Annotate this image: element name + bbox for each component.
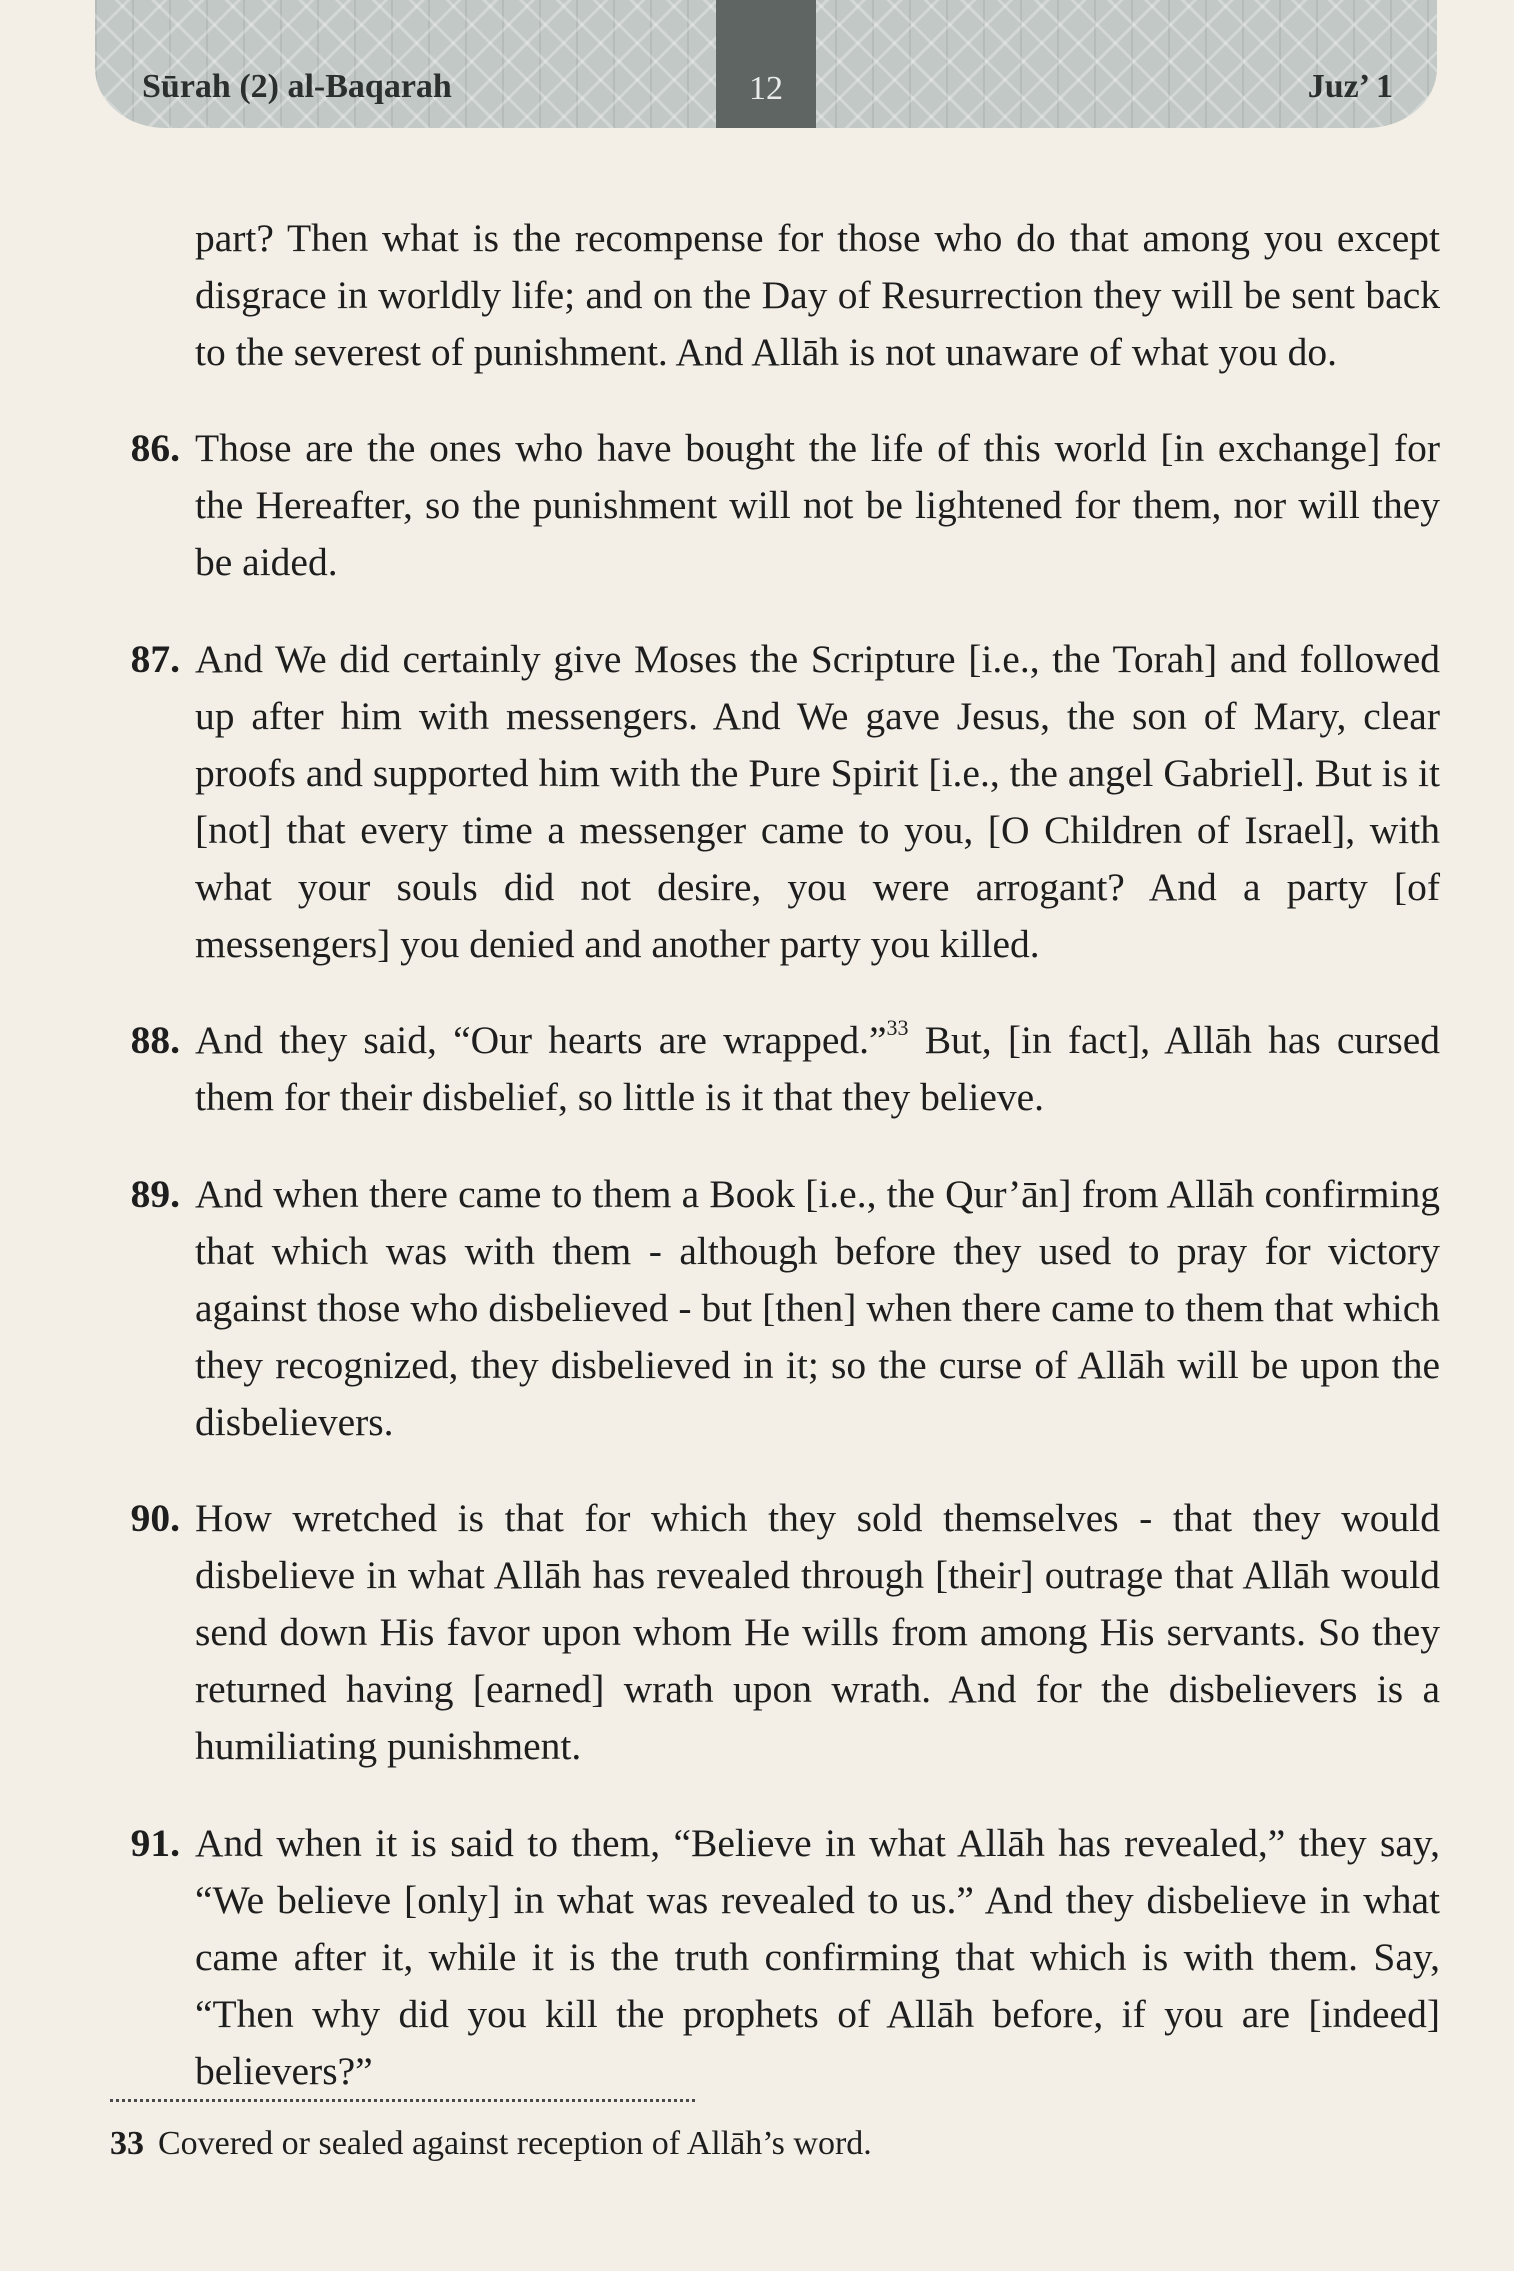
surah-title: Sūrah (2) al-Baqarah [142,68,452,105]
verse-90 [100,1490,1440,1775]
verse-number: 90. [130,1496,180,1540]
verse-body: How wretched is that for which they sold themselves - that they would disbelieve in what Allāh has revealed through [their] outrage that Allāh would send down His favor upon whom He wills from among His servants. So they returned having [earned] wrath upon wrath. And for the disbelievers is a humiliating punishment. [195,1496,1440,1768]
footnote [110,2120,1410,2168]
verse-89 [100,1166,1440,1451]
verse-body: Those are the ones who have bought the life of this world [in exchange] for the Hereafter, so the punishment will not be lightened for them, nor will they be aided. [195,426,1440,584]
footnote-divider [110,2099,695,2102]
verse-body: And when there came to them a Book [i.e., the Qur’ān] from Allāh confirming that which was with them - although before they used to pray for victory against those who disbelieved - but [then] when there came to them that which they recognized, they disbelieved in it; so the curse of Allāh will be upon the disbelievers. [195,1171,1440,1444]
verse-number: 87. [130,636,180,681]
footnote-ref: 33 [886,1014,909,1040]
verse-number: 88. [130,1018,180,1062]
verse-text [100,170,1440,2120]
verse-body: And We did certainly give Moses the Scripture [i.e., the Torah] and followed up after him with messengers. And We gave Jesus, the son of Mary, clear proofs and supported him with the Pure Spirit [i.e., the angel Gabriel]. But is it [not] that every time a messenger came to you, [O Children of Israel], with what your souls did not desire, you were arrogant? And a party [of messengers] you denied and another party you killed. [195,636,1440,966]
verse-body-before: And they said, “Our hearts are wrapped.” [195,1018,887,1062]
continued-verse: part? Then what is the recompense for those who do that among you except disgrace in worldly life; and on the Day of Resurrection they will be sent back to the severest of punishment. And Allāh is not unaware of what you do. [195,215,1440,374]
verse-number: 89. [130,1171,180,1216]
page-header [95,0,1437,128]
verse-88 [100,1012,1440,1126]
footnote-number: 33 [110,2125,144,2162]
verse-87 [100,631,1440,973]
footnote-text: Covered or sealed against reception of Allāh’s word. [158,2125,872,2162]
verse-number: 91. [130,1820,180,1865]
verse-body-after: But, [in fact], Allāh has cursed them for their disbelief, so little is it that they believe. [195,1018,1440,1119]
verse-86 [100,420,1440,591]
verse-number: 86. [130,426,180,470]
page-number: 12 [716,0,816,128]
juz-label: Juz’ 1 [1307,68,1393,105]
verse-91 [100,1815,1440,2100]
verse-body: And when it is said to them, “Believe in what Allāh has revealed,” they say, “We believe [only] in what was revealed to us.” And they disbelieve in what came after it, while it is the truth confirming that which is with them. Say, “Then why did you kill the prophets of Allāh before, if you are [indeed] believers?” [195,1820,1440,2093]
